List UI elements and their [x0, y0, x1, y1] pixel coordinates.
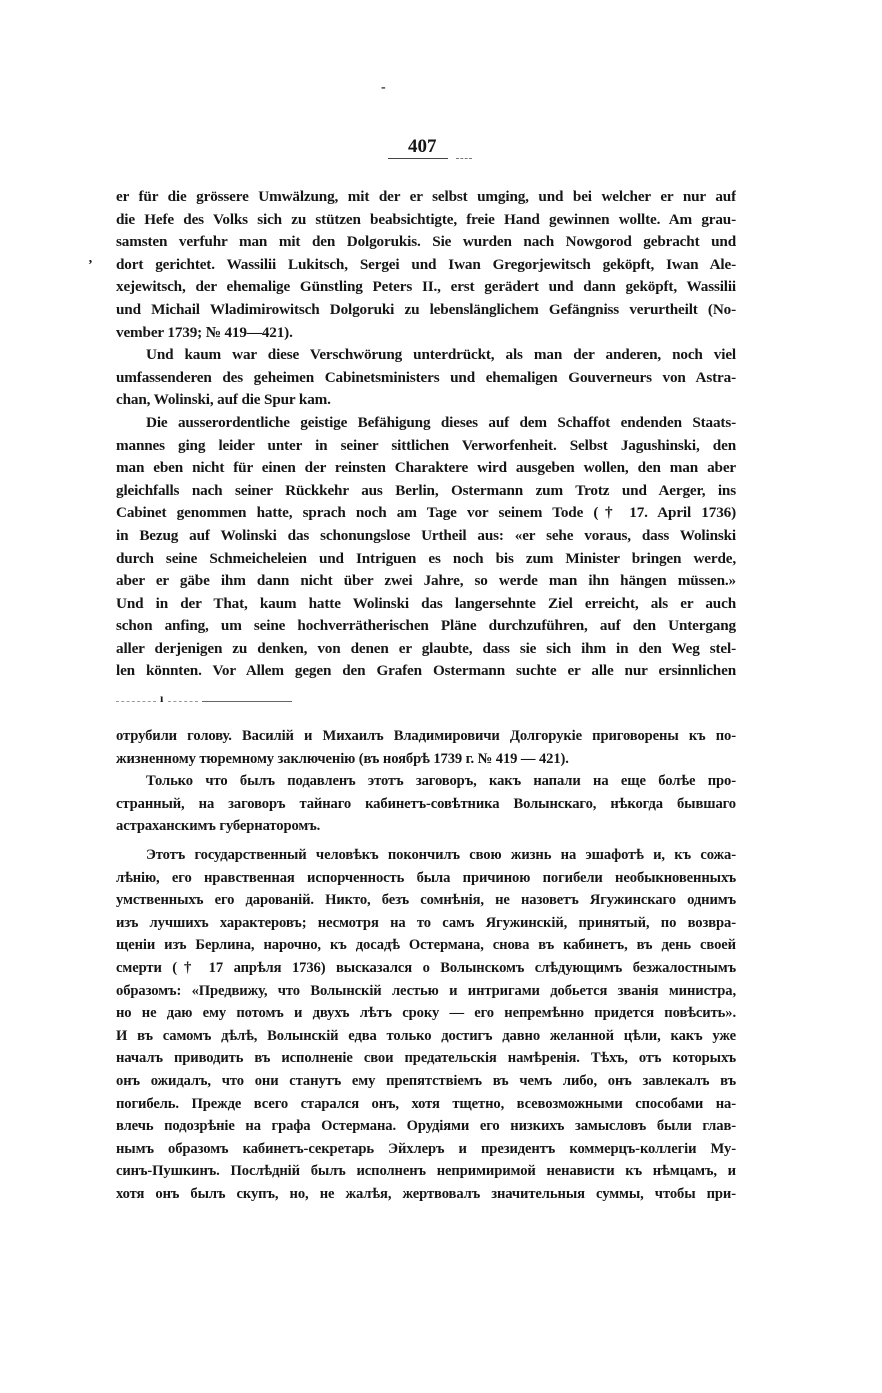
text-line: dort gerichtet. Wassilii Lukitsch, Sergei und Iwan Gregorjewitsch geköpft, Iwan Ale-: [116, 255, 736, 273]
text-line: len könnten. Vor Allem gegen den Grafen Ostermann suchte er alle nur ersinnlichen: [116, 662, 736, 680]
german-paragraph: [116, 186, 736, 344]
text-line: vember 1739; № 419—421).: [116, 323, 293, 341]
separator-mark: ı: [160, 691, 164, 705]
text-line: gleichfalls nach seiner Rückkehr aus Berlin, Ostermann zum Trotz und Aerger, ins: [116, 481, 736, 499]
text-line: man eben nicht für einen der reinsten Charaktere wird ausgeben wollen, den man aber: [116, 459, 736, 477]
text-line: умственныхъ его дарованій. Никто, безъ сомнѣнія, не назоветъ Ягужинскаго однимъ: [116, 892, 736, 909]
text-line: И въ самомъ дѣлѣ, Волынскій едва только достигъ давно желанной цѣли, какъ уже: [116, 1027, 736, 1044]
text-line: aber er gäbe ihm dann nicht über zwei Jahre, so werde man ihn hängen müssen.»: [116, 572, 736, 590]
text-line: mannes ging leider unter in seiner sittlichen Verworfenheit. Selbst Jagushinski, den: [116, 436, 736, 454]
text-line: umfassenderen des geheimen Cabinetsministers und ehemaligen Gouverneurs von Astra-: [116, 368, 736, 386]
text-line: samsten verfuhr man mit den Dolgorukis. Sie wurden nach Nowgorod gebracht und: [116, 233, 736, 251]
text-line: хотя онъ былъ скупъ, но, не жалѣя, жертвовалъ значительныя суммы, чтобы при-: [116, 1185, 736, 1202]
separator-rule: [202, 701, 292, 702]
german-paragraph: [116, 412, 736, 683]
text-line: und Michail Wladimirowitsch Dolgoruki zu lebenslänglichem Gefängniss verurtheilt (No-: [116, 300, 736, 318]
section-separator: [116, 691, 292, 705]
text-line: щеніи изъ Берлина, нарочно, къ досадѣ Остермана, снова въ кабинетъ, въ день своей: [116, 937, 736, 954]
german-text-column: [116, 186, 736, 683]
margin-mark: ’: [88, 258, 93, 273]
text-line: Этотъ государственный человѣкъ покончилъ свою жизнь на эшафотѣ и, къ сожа-: [146, 846, 736, 863]
russian-paragraph: [116, 725, 736, 770]
russian-paragraph: [116, 844, 736, 1206]
text-line: chan, Wolinski, auf die Spur kam.: [116, 391, 331, 409]
text-line: xejewitsch, der ehemalige Günstling Peters II., erst gerädert und dann geköpft, Wassilii: [116, 278, 736, 296]
text-line: schon anfing, um seine hochverrätherischen Pläne durchzuführen, auf den Untergang: [116, 617, 736, 635]
text-line: синъ-Пушкинъ. Послѣдній былъ исполненъ непримиримой ненависти къ нѣмцамъ, и: [116, 1163, 736, 1180]
text-line: Die ausserordentliche geistige Befähigung dieses auf dem Schaffot endenden Staats-: [146, 413, 736, 431]
text-line: Только что былъ подавленъ этотъ заговоръ, какъ напали на еще болѣе про-: [146, 773, 736, 790]
russian-paragraph: [116, 770, 736, 838]
text-line: aller derjenigen zu denken, von denen er glaubte, dass sie sich ihm in den Weg stel-: [116, 639, 736, 657]
text-line: астраханскимъ губернаторомъ.: [116, 818, 321, 835]
text-line: странный, на заговоръ тайнаго кабинетъ-совѣтника Волынскаго, нѣкогда бывшаго: [116, 795, 736, 812]
russian-text-column: [116, 725, 736, 1205]
text-line: er für die grössere Umwälzung, mit der er selbst umging, und bei welcher er nur auf: [116, 188, 736, 205]
text-line: погибель. Прежде всего старался онъ, хотя тщетно, всевозможными способами на-: [116, 1095, 736, 1112]
text-line: онъ ожидалъ, что они станутъ ему препятствіемъ въ чемъ либо, онъ завлекалъ въ: [116, 1072, 736, 1089]
text-line: Und in der That, kaum hatte Wolinski das langersehnte Ziel erreicht, als er auch: [116, 594, 736, 612]
text-line: началъ приводить въ исполненіе свои предательскія намѣренія. Тѣхъ, отъ которыхъ: [116, 1050, 736, 1067]
text-line: Und kaum war diese Verschwörung unterdrückt, als man der anderen, noch viel: [146, 346, 736, 364]
text-line: но не даю ему потомъ и двухъ лѣтъ сроку — его непремѣнно придется повѣсить».: [116, 1005, 736, 1022]
separator-dashes: [168, 701, 198, 702]
text-line: изъ лучшихъ характеровъ; несмотря на то самъ Ягужинскій, принятый, по возвра-: [116, 914, 736, 931]
header-rule-dashed: [456, 158, 472, 159]
text-line: die Hefe des Volks sich zu stützen beabsichtigte, freie Hand gewinnen wollte. Am grau-: [116, 210, 736, 228]
top-mark: -: [381, 80, 386, 95]
header-rule: [388, 158, 448, 159]
text-line: нымъ образомъ кабинетъ-секретарь Эйхлеръ и президентъ коммерцъ-коллегіи Му-: [116, 1140, 736, 1157]
text-line: отрубили голову. Василій и Михаилъ Владимировичи Долгорукіе приговорены къ по-: [116, 728, 736, 744]
text-line: Cabinet genommen hatte, sprach noch am Tage vor seinem Tode († 17. April 1736): [116, 504, 736, 522]
text-line: durch seine Schmeicheleien und Intriguen es noch bis zum Minister bringen werde,: [116, 549, 736, 567]
text-line: смерти († 17 апрѣля 1736) высказался о Волынскомъ слѣдующимъ безжалостнымъ: [116, 959, 736, 976]
text-line: влечь подозрѣніе на графа Остермана. Орудіями его низкихъ замысловъ были глав-: [116, 1118, 736, 1135]
german-paragraph: [116, 344, 736, 412]
text-line: жизненному тюремному заключенію (въ ноябрѣ 1739 г. № 419 — 421).: [116, 750, 569, 767]
text-line: образомъ: «Предвижу, что Волынскій лестью и интригами добьется званія министра,: [116, 982, 736, 999]
separator-dashes: [116, 701, 156, 702]
page-number: 407: [408, 136, 437, 157]
text-line: лѣнію, его нравственная испорченность была причиною погибели необыкновенныхъ: [116, 869, 736, 886]
text-line: in Bezug auf Wolinski das schonungslose Urtheil aus: «er sehe voraus, dass Wolinski: [116, 526, 736, 544]
